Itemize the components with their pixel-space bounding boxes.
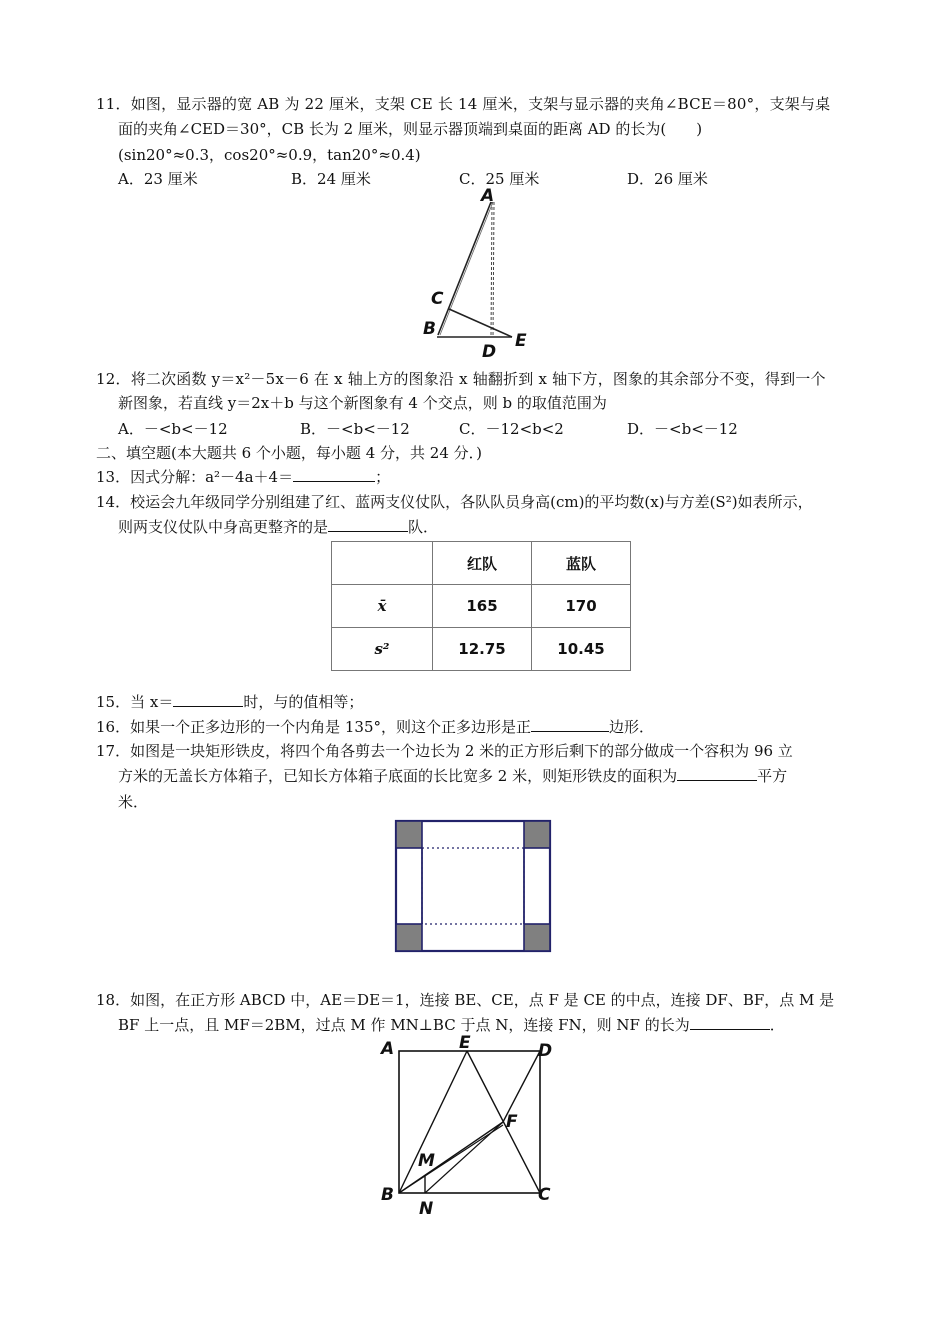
q12-option-c[interactable]: C．－12<b<2 (459, 420, 564, 438)
point-label-c: C (538, 1185, 551, 1205)
q18-stem-2: BF 上一点，且 MF＝2BM，过点 M 作 MN⊥BC 于点 N，连接 FN，则 NF 的长为 (118, 1016, 690, 1034)
q12-text-1 (96, 369, 826, 389)
q17-stem-3: 平方 (757, 767, 788, 785)
q12-option-d[interactable]: D．－<b<－12 (627, 420, 738, 438)
q14-stem-2: 则两支仪仗队中身高更整齐的是 (118, 518, 329, 536)
q16-text (96, 717, 654, 737)
section-2-heading: 二、填空题(本大题共 6 个小题，每小题 4 分，共 24 分．) (96, 444, 482, 462)
q11-option-b[interactable]: B．24 厘米 (291, 170, 371, 188)
point-label-d: D (538, 1041, 553, 1061)
table-cell: 10.45 (532, 628, 631, 671)
q11-option-d[interactable]: D．26 厘米 (627, 170, 708, 188)
segment-ce (449, 309, 512, 337)
table-header-cell: 蓝队 (532, 542, 631, 585)
q11-option-c[interactable]: C．25 厘米 (459, 170, 540, 188)
point-label-a: A (481, 186, 495, 206)
q15-stem-a: 15．当 x＝ (96, 693, 174, 711)
corner-square-top-right (524, 821, 550, 848)
q16-answer-blank[interactable] (531, 717, 609, 732)
q13-end: ； (375, 468, 391, 486)
q12-option-b[interactable]: B．－<b<－12 (300, 420, 410, 438)
table-cell: 170 (532, 585, 631, 628)
q14-end: 队． (408, 518, 439, 536)
q13-text (96, 467, 390, 487)
segment-fn (425, 1122, 503, 1193)
q11-hint: (sin20°≈0.3，cos20°≈0.9，tan20°≈0.4) (118, 146, 421, 164)
point-label-f: F (506, 1112, 518, 1132)
q16-stem-a: 16．如果一个正多边形的一个内角是 135°，则这个正多边形是正 (96, 718, 531, 736)
segment-ad (491, 202, 492, 337)
q18-answer-blank[interactable] (690, 1015, 770, 1030)
segment-be (399, 1051, 467, 1193)
square-abcd (399, 1051, 540, 1193)
q18-figure (378, 1034, 558, 1218)
q13-answer-blank[interactable] (293, 467, 375, 482)
q15-answer-blank[interactable] (173, 692, 243, 707)
q11-figure (415, 185, 545, 365)
point-label-n: N (419, 1199, 434, 1219)
q12-stem-1: 将二次函数 y＝x²－5x－6 在 x 轴上方的图象沿 x 轴翻折到 x 轴下方，图象的其余部分不变，得到一个 (130, 370, 826, 388)
corner-square-top-left (396, 821, 422, 848)
corner-square-bottom-left (396, 924, 422, 951)
q11-text-1 (96, 94, 830, 114)
q12-text-2: 新图象，若直线 y＝2x＋b 与这个新图象有 4 个交点，则 b 的取值范围为 (118, 394, 607, 412)
point-label-c: C (431, 289, 444, 309)
q11-option-a[interactable]: A．23 厘米 (118, 170, 198, 188)
table-cell: 165 (433, 585, 532, 628)
q12-option-a[interactable]: A．－<b<－12 (118, 420, 228, 438)
table-cell: s² (332, 628, 433, 671)
q14-text-2 (118, 517, 438, 537)
table-header-row (332, 542, 631, 585)
point-label-e: E (459, 1033, 471, 1053)
segment-ab-2 (440, 202, 493, 335)
segment-ad-2 (493, 202, 494, 337)
q17-stem-2: 方米的无盖长方体箱子，已知长方体箱子底面的长比宽多 2 米，则矩形铁皮的面积为 (118, 767, 678, 785)
q11-text-2: 面的夹角∠CED＝30°，CB 长为 2 厘米，则显示器顶端到桌面的距离 AD 的长为( ) (118, 120, 703, 138)
corner-square-bottom-right (524, 924, 550, 951)
table-header-cell: 红队 (433, 542, 532, 585)
q16-stem-b: 边形． (609, 718, 655, 736)
q14-answer-blank[interactable] (328, 517, 408, 532)
q17-answer-blank[interactable] (677, 766, 757, 781)
table-header-cell (332, 542, 433, 585)
q14-text-1: 14．校运会九年级同学分别组建了红、蓝两支仪仗队，各队队员身高(cm)的平均数(x)与方差(S²)如表所示， (96, 493, 813, 511)
point-label-b: B (423, 319, 436, 339)
point-label-a: A (381, 1039, 395, 1059)
point-label-b: B (381, 1185, 394, 1205)
q13-stem: 13．因式分解：a²－4a＋4＝ (96, 468, 294, 486)
fold-lines (422, 848, 524, 924)
table-row (332, 585, 631, 628)
q17-figure (393, 818, 553, 954)
q11-stem-1: 如图，显示器的宽 AB 为 22 厘米，支架 CE 长 14 厘米，支架与显示器的夹角∠BCE＝80°，支架与桌 (130, 95, 831, 113)
q18-text-2 (118, 1015, 785, 1035)
q18-end: ． (769, 1016, 785, 1034)
q11-number: 11． (96, 95, 131, 113)
point-label-m: M (418, 1151, 435, 1171)
table-cell: x̄ (332, 585, 433, 628)
table-row (332, 628, 631, 671)
q15-stem-b: 时，与的值相等； (243, 693, 364, 711)
q18-text-1: 18．如图，在正方形 ABCD 中，AE＝DE＝1，连接 BE、CE，点 F 是 CE 的中点，连接 DF、BF，点 M 是 (96, 991, 835, 1009)
q14-stats-table (331, 541, 631, 671)
point-label-e: E (515, 331, 527, 351)
q15-text (96, 692, 363, 712)
q17-text-3: 米． (118, 793, 149, 811)
table-cell: 12.75 (433, 628, 532, 671)
q12-number: 12． (96, 370, 131, 388)
q17-text-1: 17．如图是一块矩形铁皮，将四个角各剪去一个边长为 2 米的正方形后剩下的部分做成一个容积为 96 立 (96, 742, 793, 760)
q17-text-2 (118, 766, 787, 786)
point-label-d: D (482, 342, 497, 362)
